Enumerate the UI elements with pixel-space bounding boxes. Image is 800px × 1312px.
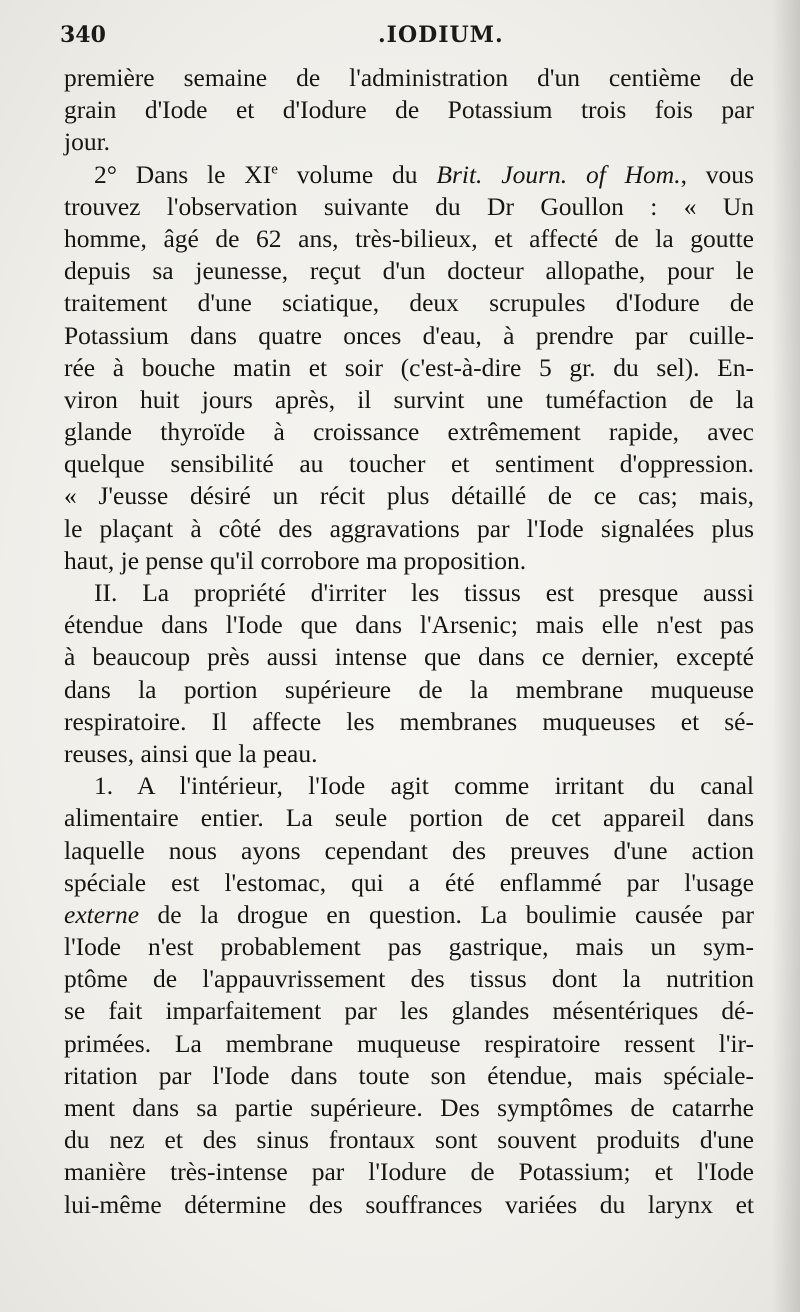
page-edge-shadow — [772, 0, 800, 1312]
page-header — [60, 18, 760, 52]
text-line: II. La propriété d'irriter les tissus est presque aussi — [94, 578, 754, 607]
text-segment: de la drogue en question. La boulimie causée par — [139, 899, 754, 929]
text-segment: e — [271, 161, 278, 178]
text-line: quelque sensibilité au toucher et sentiment d'oppression. — [64, 449, 754, 479]
text-line: trouvez l'observation suivante du Dr Goullon : « Un — [64, 191, 754, 221]
text-line: rée à bouche matin et soir (c'est-à-dire 5 gr. du sel). En- — [64, 352, 754, 382]
text-line: primées. La membrane muqueuse respiratoire ressent l'ir- — [64, 1028, 754, 1058]
text-line: le plaçant à côté des aggravations par l'Iode signalées plus — [64, 513, 754, 543]
italic-text: Brit. Journ. of Hom. — [436, 159, 681, 189]
text-line: ment dans sa partie supérieure. Des symptômes de catarrhe — [64, 1093, 754, 1122]
text-line: homme, âgé de 62 ans, très-bilieux, et affecté de la goutte — [64, 223, 754, 253]
text-line: 1. A l'intérieur, l'Iode agit comme irritant du canal — [94, 771, 754, 801]
text-line: dans la portion supérieure de la membrane muqueuse — [64, 674, 754, 704]
text-line: manière très-intense par l'Iodure de Potassium; et l'Iode — [64, 1157, 754, 1187]
text-segment: , vous — [680, 159, 754, 189]
text-line: ptôme de l'appauvrissement des tissus dont la nutrition — [64, 964, 754, 994]
text-line: du nez et des sinus frontaux sont souvent produits d'une — [64, 1125, 754, 1155]
text-line: spéciale est l'estomac, qui a été enflammé par l'usage — [64, 867, 754, 897]
text-line: se fait imparfaitement par les glandes mésentériques dé- — [64, 996, 754, 1026]
text-line — [64, 159, 754, 191]
text-line: haut, je pense qu'il corrobore ma proposition. — [64, 545, 527, 575]
text-segment: volume du — [277, 159, 437, 189]
page-number: 340 — [60, 22, 106, 48]
text-line: alimentaire entier. La seule portion de cet appareil dans — [64, 803, 754, 833]
running-title: .IODIUM. — [378, 22, 504, 48]
text-line: glande thyroïde à croissance extrêmement rapide, avec — [64, 417, 754, 447]
text-line: respiratoire. Il affecte les membranes muqueuses et sé- — [64, 706, 754, 736]
text-line: grain d'Iode et d'Iodure de Potassium trois fois par — [64, 95, 754, 125]
italic-text: externe — [64, 899, 140, 929]
text-line: l'Iode n'est probablement pas gastrique, mais un sym- — [64, 932, 754, 962]
text-segment: 2° Dans le XI — [94, 159, 272, 189]
text-line: depuis sa jeunesse, reçut d'un docteur allopathe, pour le — [64, 256, 754, 286]
text-line: lui-même détermine des souffrances variées du larynx et — [64, 1189, 754, 1219]
text-line: « J'eusse désiré un récit plus détaillé de ce cas; mais, — [64, 481, 754, 511]
text-line: étendue dans l'Iode que dans l'Arsenic; mais elle n'est pas — [64, 610, 754, 640]
text-line: traitement d'une sciatique, deux scrupules d'Iodure de — [64, 288, 754, 318]
text-line: à beaucoup près aussi intense que dans ce dernier, excepté — [64, 642, 754, 672]
body-text — [64, 62, 754, 1221]
text-line: ritation par l'Iode dans toute son étendue, mais spéciale- — [64, 1060, 754, 1090]
text-line: jour. — [64, 127, 111, 157]
text-line: reuses, ainsi que la peau. — [64, 738, 318, 768]
text-line — [64, 899, 754, 931]
text-line: viron huit jours après, il survint une tuméfaction de la — [64, 384, 754, 414]
text-line: Potassium dans quatre onces d'eau, à prendre par cuille- — [64, 320, 754, 350]
text-line: première semaine de l'administration d'un centième de — [64, 63, 754, 92]
text-line: laquelle nous ayons cependant des preuves d'une action — [64, 835, 754, 865]
